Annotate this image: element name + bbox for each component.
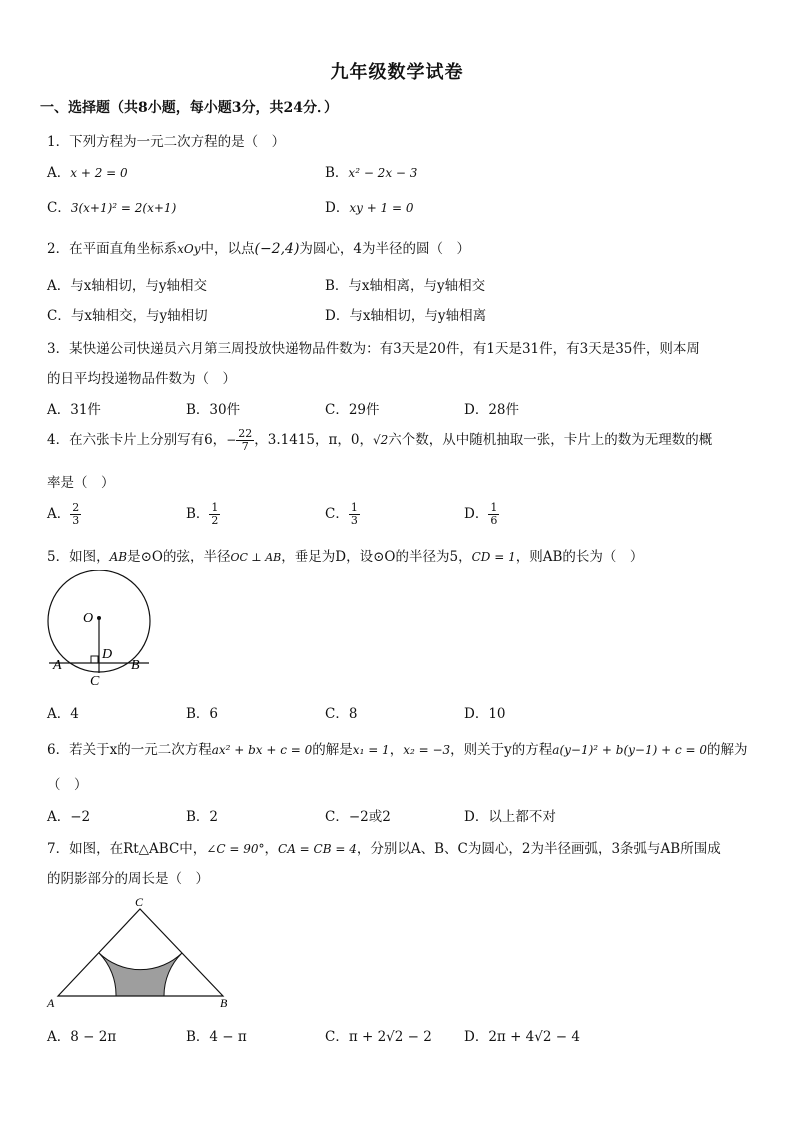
q2-option-a: A．与x轴相切，与y轴相交: [47, 278, 207, 294]
q5-option-c: C．8: [325, 706, 358, 722]
q5-option-a: A．4: [47, 706, 79, 722]
q1-stem: 1．下列方程为一元二次方程的是（ ）: [47, 134, 286, 150]
q4-option-c: C． $\frac{1}{3}$: [325, 501, 358, 527]
q3-stem-line2: 的日平均投递物品件数为（ ）: [47, 371, 236, 387]
q2-option-b: B．与x轴相离，与y轴相交: [325, 278, 486, 294]
q6-option-c: C．−2或2: [325, 809, 391, 825]
q4-stem-line2: 率是（ ）: [47, 475, 115, 491]
q6-option-b: B．2: [186, 809, 219, 825]
q6-stem-line2: （ ）: [47, 777, 88, 793]
q5-stem: 5．如图，AB是⊙O的弦，半径OC ⊥ AB，垂足为D，设⊙O的半径为5，CD = 1，则AB的长为（ ）: [47, 549, 644, 565]
section-heading: 一、选择题（共8小题，每小题3分，共24分．）: [40, 100, 338, 116]
q7-option-c: C．π + 2√2 − 2: [325, 1029, 432, 1045]
q3-option-d: D．28件: [464, 402, 520, 418]
label-c: C: [90, 674, 100, 689]
q3-stem-line1: 3．某快递公司快递员六月第三周投放快递物品件数为：有3天是20件，有1天是31件，有3天是35件，则本周: [47, 341, 700, 357]
q1-option-d: D．xy + 1 = 0: [325, 200, 414, 216]
q7-triangle-figure: [40, 892, 240, 1017]
q2-option-c: C．与x轴相交，与y轴相切: [47, 308, 208, 324]
label-a: A: [53, 658, 62, 673]
q7-stem-line1: 7．如图，在Rt△ABC中，∠C = 90°，CA = CB = 4，分别以A、B、C为圆心，2为半径画弧，3条弧与AB所围成: [47, 841, 721, 857]
q7-option-b: B．4 − π: [186, 1029, 247, 1045]
q3-option-c: C．29件: [325, 402, 380, 418]
q6-stem-line1: 6．若关于x的一元二次方程ax² + bx + c = 0的解是x₁ = 1，x₂ = −3，则关于y的方程a(y−1)² + b(y−1) + c = 0的解为: [47, 742, 748, 758]
q3-option-a: A．31件: [47, 402, 101, 418]
q3-option-b: B．30件: [186, 402, 241, 418]
q5-option-d: D．10: [464, 706, 506, 722]
q1-option-b: B．x² − 2x − 3: [325, 165, 418, 181]
q7-option-d: D．2π + 4√2 − 4: [464, 1029, 580, 1045]
label-d: D: [102, 647, 113, 662]
label-b: B: [131, 658, 140, 673]
q5-option-b: B．6: [186, 706, 219, 722]
q1-option-c: C．3(x+1)² = 2(x+1): [47, 200, 177, 216]
label-o: O: [83, 611, 94, 626]
page-title: 九年级数学试卷: [330, 62, 464, 83]
q6-option-a: A．−2: [47, 809, 91, 825]
q4-fraction: $\frac{22}{7}$: [238, 427, 253, 453]
q6-option-d: D．以上都不对: [464, 809, 556, 825]
q4-option-b: B． $\frac{1}{2}$: [186, 501, 219, 527]
label-b: B: [220, 996, 228, 1010]
shaded-region: [99, 953, 182, 996]
label-a: A: [47, 996, 55, 1010]
center-dot: [97, 616, 101, 620]
q2-option-d: D．与x轴相切，与y轴相离: [325, 308, 487, 324]
q7-option-a: A．8 − 2π: [47, 1029, 117, 1045]
q4-option-a: A． $\frac{2}{3}$: [47, 501, 80, 527]
q2-stem: 2．在平面直角坐标系xOy中，以点(−2,4)为圆心，4为半径的圆（ ）: [47, 241, 470, 257]
right-angle-mark: [91, 656, 98, 663]
q4-option-d: D． $\frac{1}{6}$: [464, 501, 498, 527]
q4-stem-line1: 4．在六张卡片上分别写有6，− $\frac{22}{7}$ ，3.1415，π，0，√2六个数，从中随机抽取一张，卡片上的数为无理数的概: [47, 427, 713, 453]
q1-option-a: A．x + 2 = 0: [47, 165, 128, 181]
q7-stem-line2: 的阴影部分的周长是（ ）: [47, 871, 209, 887]
label-c: C: [135, 895, 144, 909]
q5-circle-figure: [40, 570, 160, 690]
